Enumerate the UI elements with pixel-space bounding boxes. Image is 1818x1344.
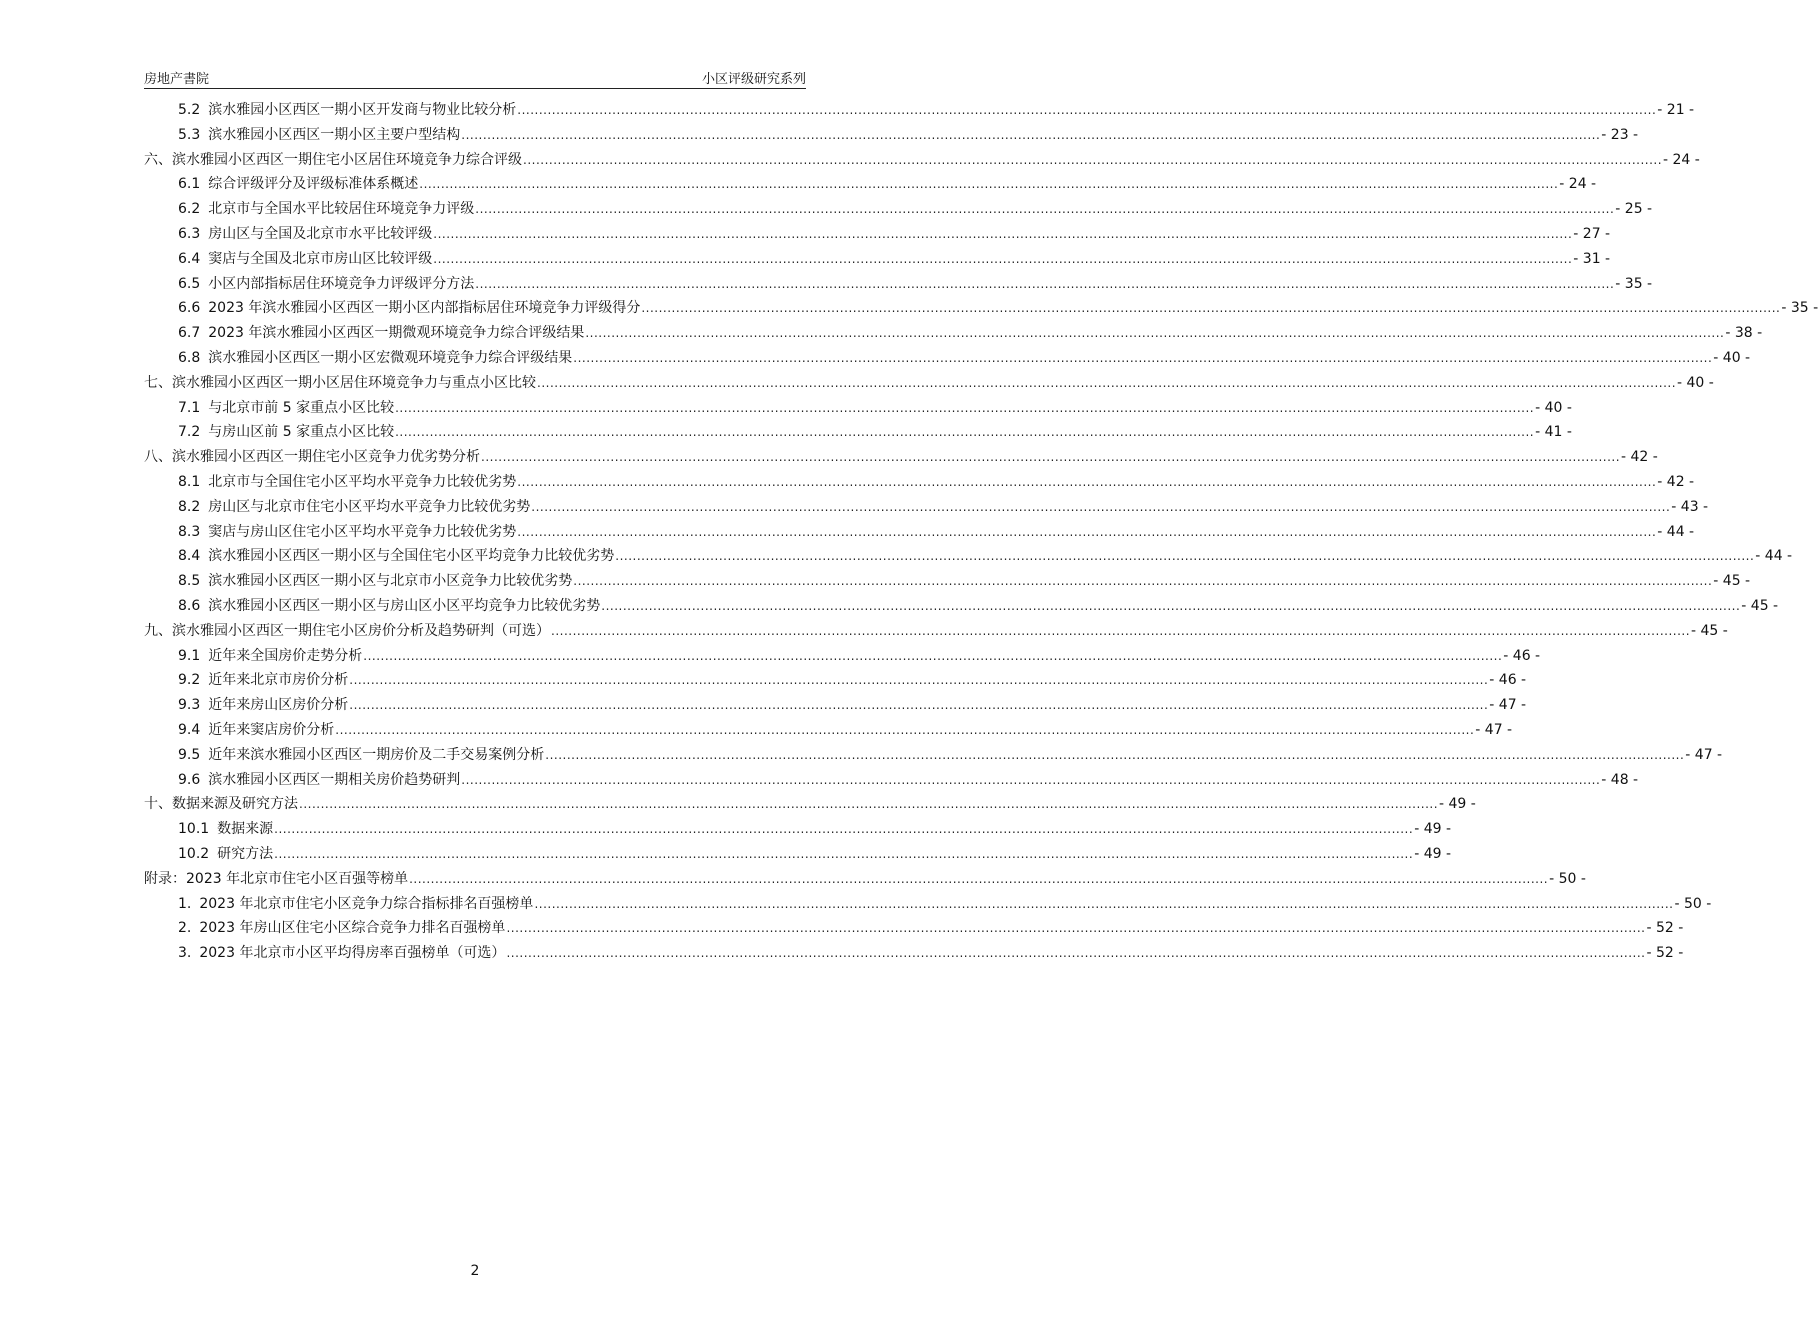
toc-entry-number: 10.2 <box>178 845 210 862</box>
toc-entry[interactable] <box>144 669 1527 694</box>
toc-entry-number: 7.2 <box>178 424 201 441</box>
toc-dot-leader <box>335 722 1474 738</box>
toc-entry-number: 9.5 <box>178 746 201 763</box>
toc-entry-page: - 47 - <box>1489 697 1527 714</box>
toc-entry-title: 滨水雅园小区西区一期小区宏微观环境竞争力综合评级结果 <box>208 349 573 366</box>
toc-entry-number: 8.1 <box>178 473 201 490</box>
toc-dot-leader <box>349 672 1488 688</box>
toc-entry-title: 滨水雅园小区西区一期小区开发商与物业比较分析 <box>208 102 517 118</box>
toc-entry-page: - 27 - <box>1573 225 1611 242</box>
toc-entry-page: - 23 - <box>1601 126 1639 143</box>
toc-entry-title: 2023 年房山区住宅小区综合竞争力排名百强榜单 <box>199 920 506 937</box>
toc-entry-number: 2. <box>178 920 192 937</box>
toc-entry[interactable] <box>144 421 1572 446</box>
toc-entry[interactable] <box>144 471 1695 496</box>
toc-dot-leader <box>517 474 1656 490</box>
toc-entry-title: 滨水雅园小区西区一期住宅小区房价分析及趋势研判（可选） <box>172 622 550 639</box>
toc-entry-page: - 40 - <box>1677 374 1714 391</box>
toc-entry-number: 6.7 <box>178 325 201 342</box>
toc-entry-page: - 24 - <box>1663 151 1700 168</box>
toc-entry-page: - 50 - <box>1674 895 1712 912</box>
toc-dot-leader <box>615 548 1754 564</box>
toc-entry-number: 9.2 <box>178 672 201 689</box>
toc-entry-title: 北京市与全国住宅小区平均水平竞争力比较优劣势 <box>208 473 517 490</box>
toc-entry[interactable] <box>144 273 1653 298</box>
toc-entry[interactable] <box>144 149 1700 174</box>
toc-entry-page: - 49 - <box>1439 796 1476 813</box>
toc-entry[interactable] <box>144 545 1793 570</box>
toc-dot-leader <box>481 449 1620 465</box>
toc-entry-page: - 35 - <box>1781 300 1818 317</box>
toc-entry[interactable] <box>144 173 1597 198</box>
toc-entry-title: 房山区与全国及北京市水平比较评级 <box>208 225 433 242</box>
toc-dot-leader <box>274 821 1413 837</box>
toc-entry-page: - 41 - <box>1535 424 1572 441</box>
toc-entry-page: - 47 - <box>1685 746 1723 763</box>
toc-entry-title: 近年来房山区房价分析 <box>208 697 349 714</box>
toc-entry-number: 8.3 <box>178 523 201 540</box>
toc-entry-number: 9.4 <box>178 721 201 738</box>
toc-entry-page: - 45 - <box>1691 622 1728 639</box>
toc-entry-page: - 50 - <box>1549 870 1586 887</box>
toc-entry-title: 附录：2023 年北京市住宅小区百强等榜单 <box>144 870 409 887</box>
toc-dot-leader <box>299 796 1438 812</box>
toc-entry[interactable] <box>144 570 1751 595</box>
toc-dot-leader <box>641 300 1780 316</box>
toc-entry-number: 8.5 <box>178 573 201 590</box>
toc-entry-title: 窦店与全国及北京市房山区比较评级 <box>208 250 433 267</box>
toc-entry-page: - 35 - <box>1615 275 1653 292</box>
toc-dot-leader <box>475 276 1614 292</box>
toc-entry-page: - 31 - <box>1573 250 1611 267</box>
toc-dot-leader <box>585 325 1724 341</box>
toc-dot-leader <box>475 201 1614 217</box>
toc-entry-page: - 49 - <box>1414 845 1452 862</box>
toc-entry-page: - 40 - <box>1713 349 1751 366</box>
toc-entry-title: 综合评级评分及评级标准体系概述 <box>208 176 419 193</box>
toc-entry[interactable] <box>144 124 1639 149</box>
page-number: 2 <box>470 1263 480 1279</box>
toc-entry-number: 5.2 <box>178 102 201 118</box>
toc-entry-title: 近年来全国房价走势分析 <box>208 647 363 664</box>
toc-entry-number: 6.5 <box>178 275 201 292</box>
toc-entry[interactable] <box>144 496 1709 521</box>
toc-entry[interactable] <box>144 942 1684 967</box>
toc-dot-leader <box>573 573 1712 589</box>
toc-entry-number: 九、 <box>144 622 172 639</box>
toc-entry-number: 6.3 <box>178 225 201 242</box>
toc-entry-number: 8.4 <box>178 548 201 565</box>
toc-dot-leader <box>363 648 1502 664</box>
toc-entry-title: 滨水雅园小区西区一期小区与房山区小区平均竞争力比较优劣势 <box>208 597 601 614</box>
toc-entry-number: 9.3 <box>178 697 201 714</box>
toc-dot-leader <box>573 350 1712 366</box>
toc-entry[interactable] <box>144 521 1695 546</box>
toc-dot-leader <box>461 127 1600 143</box>
toc-dot-leader <box>395 400 1534 416</box>
toc-entry-title: 近年来窦店房价分析 <box>208 721 335 738</box>
toc-entry-page: - 42 - <box>1621 449 1658 466</box>
toc-entry[interactable] <box>144 372 1714 397</box>
toc-entry[interactable] <box>144 322 1763 347</box>
toc-dot-leader <box>461 772 1600 788</box>
toc-entry-title: 2023 年北京市小区平均得房率百强榜单（可选） <box>199 945 506 962</box>
toc-entry-page: - 44 - <box>1657 523 1695 540</box>
toc-entry-number: 6.6 <box>178 300 201 317</box>
toc-entry[interactable] <box>144 694 1527 719</box>
toc-entry[interactable] <box>144 248 1611 273</box>
toc-entry-title: 窦店与房山区住宅小区平均水平竞争力比较优劣势 <box>208 523 517 540</box>
toc-entry[interactable] <box>144 893 1712 918</box>
toc-dot-leader <box>349 697 1488 713</box>
toc-entry-number: 6.1 <box>178 176 201 193</box>
toc-entry[interactable] <box>144 620 1728 645</box>
toc-entry[interactable] <box>144 297 1818 322</box>
toc-entry[interactable] <box>144 347 1751 372</box>
toc-entry-title: 近年来滨水雅园小区西区一期房价及二手交易案例分析 <box>208 746 545 763</box>
toc-entry[interactable] <box>144 223 1611 248</box>
toc-entry[interactable] <box>144 198 1653 223</box>
toc-entry-number: 10.1 <box>178 821 210 838</box>
toc-entry-number: 七、 <box>144 374 172 391</box>
toc-dot-leader <box>517 524 1656 540</box>
toc-entry-page: - 42 - <box>1657 473 1695 490</box>
toc-dot-leader <box>419 176 1558 192</box>
toc-entry-page: - 45 - <box>1713 573 1751 590</box>
toc-entry[interactable] <box>144 99 1695 124</box>
toc-entry-title: 滨水雅园小区西区一期小区居住环境竞争力与重点小区比较 <box>172 374 536 391</box>
toc-dot-leader <box>433 226 1572 242</box>
toc-entry[interactable] <box>144 793 1476 818</box>
toc-entry-number: 9.6 <box>178 771 201 788</box>
toc-entry-title: 与北京市前 5 家重点小区比较 <box>208 399 395 416</box>
toc-entry[interactable] <box>144 868 1586 893</box>
toc-entry-page: - 46 - <box>1489 672 1527 689</box>
toc-entry[interactable] <box>144 744 1723 769</box>
toc-entry-number: 8.6 <box>178 597 201 614</box>
toc-entry-page: - 24 - <box>1559 176 1597 193</box>
toc-dot-leader <box>517 102 1656 118</box>
toc-entry-number: 3. <box>178 945 192 962</box>
toc-entry-page: - 40 - <box>1535 399 1572 416</box>
toc-entry-title: 2023 年北京市住宅小区竞争力综合指标排名百强榜单 <box>199 895 534 912</box>
toc-dot-leader <box>506 920 1645 936</box>
toc-entry-title: 研究方法 <box>217 845 274 862</box>
toc-entry-number: 9.1 <box>178 647 201 664</box>
toc-entry-title: 小区内部指标居住环境竞争力评级评分方法 <box>208 275 475 292</box>
toc-entry-title: 2023 年滨水雅园小区西区一期小区内部指标居住环境竞争力评级得分 <box>208 300 641 317</box>
toc-entry-title: 滨水雅园小区西区一期住宅小区居住环境竞争力综合评级 <box>172 151 522 168</box>
toc-entry-page: - 48 - <box>1601 771 1639 788</box>
toc-dot-leader <box>601 598 1740 614</box>
toc-entry-title: 滨水雅园小区西区一期小区与北京市小区竞争力比较优劣势 <box>208 573 573 590</box>
header-publisher: 房地产書院 <box>144 72 210 87</box>
toc-dot-leader <box>433 251 1572 267</box>
toc-entry-title: 数据来源 <box>217 821 274 838</box>
toc-entry-title: 房山区与北京市住宅小区平均水平竞争力比较优劣势 <box>208 498 531 515</box>
toc-entry-page: - 38 - <box>1725 325 1763 342</box>
toc-entry-page: - 44 - <box>1755 548 1793 565</box>
toc-entry-number: 1. <box>178 895 192 912</box>
toc-entry-title: 滨水雅园小区西区一期住宅小区竞争力优劣势分析 <box>172 449 480 466</box>
toc-dot-leader <box>409 871 1548 887</box>
page-header <box>144 64 806 89</box>
toc-entry-page: - 46 - <box>1503 647 1541 664</box>
toc-dot-leader <box>506 945 1645 961</box>
toc-entry[interactable] <box>144 645 1541 670</box>
toc-entry[interactable] <box>144 769 1639 794</box>
toc-entry[interactable] <box>144 595 1779 620</box>
toc-entry-number: 六、 <box>144 151 172 168</box>
toc-dot-leader <box>395 424 1534 440</box>
toc-entry[interactable] <box>144 446 1658 471</box>
toc-dot-leader <box>531 499 1670 515</box>
toc-entry-number: 6.4 <box>178 250 201 267</box>
toc-entry-page: - 52 - <box>1646 945 1684 962</box>
toc-dot-leader <box>523 152 1662 168</box>
toc-entry-title: 近年来北京市房价分析 <box>208 672 349 689</box>
toc-entry[interactable] <box>144 397 1572 422</box>
toc-entry-title: 2023 年滨水雅园小区西区一期微观环境竞争力综合评级结果 <box>208 325 585 342</box>
toc-entry-number: 7.1 <box>178 399 201 416</box>
toc-entry-title: 滨水雅园小区西区一期小区与全国住宅小区平均竞争力比较优劣势 <box>208 548 615 565</box>
toc-entry-number: 十、 <box>144 796 172 813</box>
toc-entry-page: - 47 - <box>1475 721 1513 738</box>
toc-entry[interactable] <box>144 843 1452 868</box>
toc-dot-leader <box>537 375 1676 391</box>
toc-entry-page: - 52 - <box>1646 920 1684 937</box>
toc-entry-title: 数据来源及研究方法 <box>172 796 298 813</box>
table-of-contents <box>144 99 1818 967</box>
toc-entry-page: - 45 - <box>1741 597 1779 614</box>
toc-dot-leader <box>274 846 1413 862</box>
header-series-title: 小区评级研究系列 <box>701 72 806 87</box>
toc-dot-leader <box>534 896 1673 912</box>
toc-entry[interactable] <box>144 917 1684 942</box>
toc-entry-title: 滨水雅园小区西区一期相关房价趋势研判 <box>208 771 461 788</box>
toc-entry-page: - 49 - <box>1414 821 1452 838</box>
toc-entry-page: - 21 - <box>1657 102 1695 118</box>
toc-entry[interactable] <box>144 719 1513 744</box>
toc-dot-leader <box>545 747 1684 763</box>
toc-entry-title: 滨水雅园小区西区一期小区主要户型结构 <box>208 126 461 143</box>
toc-dot-leader <box>551 623 1690 639</box>
toc-entry-number: 5.3 <box>178 126 201 143</box>
toc-entry[interactable] <box>144 818 1452 843</box>
toc-entry-title: 北京市与全国水平比较居住环境竞争力评级 <box>208 201 475 218</box>
toc-entry-number: 8.2 <box>178 498 201 515</box>
toc-entry-number: 八、 <box>144 449 172 466</box>
toc-entry-page: - 43 - <box>1671 498 1709 515</box>
toc-entry-page: - 25 - <box>1615 201 1653 218</box>
toc-entry-number: 6.8 <box>178 349 201 366</box>
toc-entry-title: 与房山区前 5 家重点小区比较 <box>208 424 395 441</box>
toc-entry-number: 6.2 <box>178 201 201 218</box>
